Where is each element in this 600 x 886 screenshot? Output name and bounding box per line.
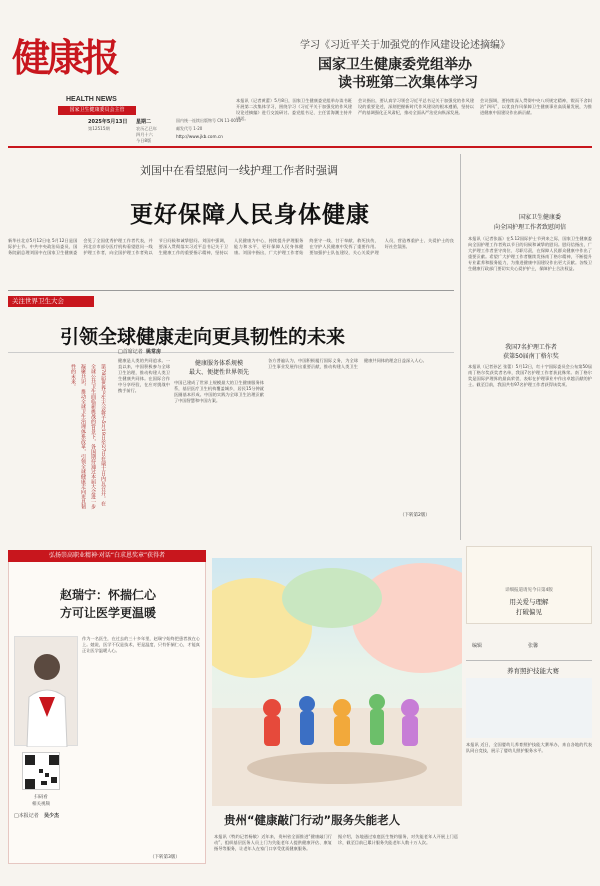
feature-byline-author: 姚常房 [146,349,162,355]
issue-number: 第12515期 [88,126,110,131]
nurse-box-body: 本报讯（记者孙艺 张蕾）5月12日，红十字国际委员会公布第50届南丁格尔奖获奖者名单，我国7名护理工作者获此殊荣。南丁格尔奖是国际护理界的最高荣誉，表彰在护理事业中作出卓越贡献的护士。截至目前，我国共有97名护理工作者获得该奖项。 [468,364,592,387]
feature-tag: 关注世界卫生大会 [8,296,94,307]
side-greeting-title-2: 向全国护理工作者致慰问信 [493,224,566,231]
ad-box-title-2: 打破偏见 [516,608,542,616]
photo-story-body: 本报讯（特约记者杨敏）近年来，贵州省全面推进“健康敲门行动”，组织基层医务人员上门为失能老年人提供健康评估、康复指导等服务，让老年人在家门口享受优质健康服务。 [214,834,332,851]
profile-banner: 弘扬崇高职业精神·对话“白求恩奖章”获得者 [8,550,206,562]
profile-byline-label: □本报记者 [14,813,39,819]
event-photo [212,558,462,806]
feature-lead: 第78届世界卫生大会将于5月19日至27日在瑞士日内瓦召开。在全球公共卫生面临新挑战的背景下，各国期待通过本届大会进一步凝聚共识，推动全球卫生治理体系改革，引领全球健康走向更具韧性的未来。 [70,364,106,509]
right-column-rule [460,154,461,540]
right-bottom-rule [466,660,592,661]
feature-subhead-1: 健康服务体系规模 [194,360,243,367]
feature-divider [8,290,454,291]
ad-box-title-1: 用关爱与理解 [509,598,549,606]
side-greeting-title-1: 国家卫生健康委 [518,214,561,221]
feature-continue: （下转第2版） [400,513,430,518]
masthead-divider [8,146,592,148]
profile-byline-author: 吴少杰 [44,813,60,819]
main-story-kicker: 刘国中在看望慰问一线护理工作者时强调 [140,164,338,177]
feature-headline: 引领全球健康走向更具韧性的未来 [60,326,346,348]
right-bottom-headline: 养育照护技能大赛 [507,667,559,675]
sponsor-bar: 国家卫生健康委员会主管 [58,106,136,115]
photo-story-headline: 贵州“健康敲门行动”服务失能老人 [224,813,401,827]
feature-subhead-2: 最大、便捷性世界领先 [188,369,249,376]
postal-code: 邮发代号 1-20 [176,126,203,131]
masthead-logo: 健康报 [12,35,118,80]
photo-story-body-2: 据介绍，各地通过家庭医生签约服务，对失能老年人开展上门巡诊，截至目前已累计服务失能老年人数十万人次。 [338,834,458,845]
header-story-subtitle: 学习《习近平关于加强党的作风建设论述摘编》 [300,40,510,51]
profile-continue: （下转第3版） [150,855,180,860]
ad-box [466,546,592,624]
nurse-box-title-1: 我国7名护理工作者 [505,344,557,351]
side-greeting-body: 本报讯（记者张磊）在5.12国际护士节到来之际，国家卫生健康委向全国护理工作者致以节日的问候和诚挚的慰问。慰问信指出，广大护理工作者坚守岗位、尽职尽责，在保障人民群众健康中作出了重要贡献。希望广大护理工作者继续发扬南丁格尔精神，不断提升专业素养和服务能力，为推进健康中国建设作出更大贡献。各级卫生健康行政部门要切实关心爱护护士，保障护士合法权益。 [468,236,592,271]
header-story-col-1: 本报讯（记者黄蕾）5月8日，国家卫生健康委党组举办读书班开展第二次集体学习，围绕学习《习近平关于加强党的作风建设论述摘编》进行交流研讨。委党组书记、主任雷海潮主持并讲话。 [236,98,352,121]
qr-caption-2: 相关视频 [32,802,50,807]
ad-box-decoration [471,553,587,589]
right-bottom-body: 本报讯 近日，全国婴幼儿养育照护技能大赛举办，来自各地的代表队同台竞技，展示了婴幼儿照护服务水平。 [466,742,592,753]
english-name: HEALTH NEWS [66,96,117,103]
page-count: 今日8版 [136,138,152,143]
feature-sub-divider [8,352,454,353]
main-story-headline: 更好保障人民身体健康 [130,202,370,228]
header-story-col-3: 会议强调，要持续深入贯彻中央八项规定精神，锲而不舍纠治“四风”，以优良作风保障卫生健康事业高质量发展，为推进健康中国建设作出新贡献。 [480,98,592,115]
header-story-title-1: 国家卫生健康委党组举办 [318,57,472,73]
feature-byline-label: □首席记者 [118,349,143,355]
profile-title-line: 方可让医学更温暖 [60,606,157,620]
right-bottom-photo [466,678,592,738]
header-story-title-2: 读书班第二次集体学习 [338,75,478,91]
main-story-body: 新华社北京5月12日电 5月12日是国际护士节。中共中央政治局委员、国务院副总理刘国中在国家卫生健康委会见了全国优秀护理工作者代表，并到北京市部分医疗机构看望慰问一线护理工作者，向全国护理工作者致以节日问候和诚挚慰问。刘国中强调，要深入贯彻落实习近平总书记关于卫生健康工作的重要指示精神，坚持以人民健康为中心，持续提升护理服务能力和水平，更好保障人民身体健康。刘国中指出，广大护理工作者始终坚守一线、甘于奉献、救死扶伤，在守护人民健康中发挥了重要作用。要加强护士队伍建设，关心关爱护理人员，营造尊重护士、关爱护士的良好社会氛围。 [8,238,454,255]
feature-body-a: 健康是人类的共同追求。一直以来，中国积极参与全球卫生治理，推动构建人类卫生健康共同体。在国际合作中分享经验，在应对挑战中携手前行。 [118,358,170,393]
lunar-year: 农历乙巳年 [136,126,157,131]
weekday: 星期二 [136,119,152,125]
profile-body: 作为一名医生，在过去的三十多年里，赵瑞宁始终把患者放在心上。她说，医学不仅是技术，更是温度，只有怀揣仁心，才能真正让医学温暖人心。 [82,636,200,653]
feature-body-c: 各方普遍认为，中国积极履行国际义务，为全球卫生事业发展作出重要贡献，推动构建人类卫生健康共同体的理念日益深入人心。 [268,358,427,369]
nurse-box-title-2: 获第50届南丁格尔奖 [503,353,559,360]
profile-name-line: 赵瑞宁：怀揣仁心 [60,588,157,602]
qr-caption-1: 扫码看 [34,795,48,800]
editor-name: 张馨 [528,643,539,649]
website-link[interactable]: http://www.jkb.com.cn [176,134,223,139]
qr-code[interactable] [22,752,60,790]
editor-label: 编辑 [472,643,483,649]
feature-body-b: 中国已建成了世界上规模最大的卫生健康服务体系，基层医疗卫生机构覆盖城乡，居民15分钟就医圈基本形成。中国的实践为全球卫生治理贡献了中国智慧和中国方案。 [174,380,264,403]
header-story-col-2: 会议指出，要认真学习领会习近平总书记关于加强党的作风建设的重要论述，深刻把握新时代作风建设的根本遵循，坚持以严的基调强化正风肃纪，推动全面从严治党向纵深发展。 [358,98,474,115]
ad-box-tagline: 详细报道请见今日第4版 [505,588,553,593]
cn-code: 国内统一连续出版物号 CN 11-0010 [176,118,242,123]
lunar-day: 四月十六 [136,132,153,137]
profile-portrait [14,636,78,746]
issue-date: 2025年5月13日 [88,119,128,125]
